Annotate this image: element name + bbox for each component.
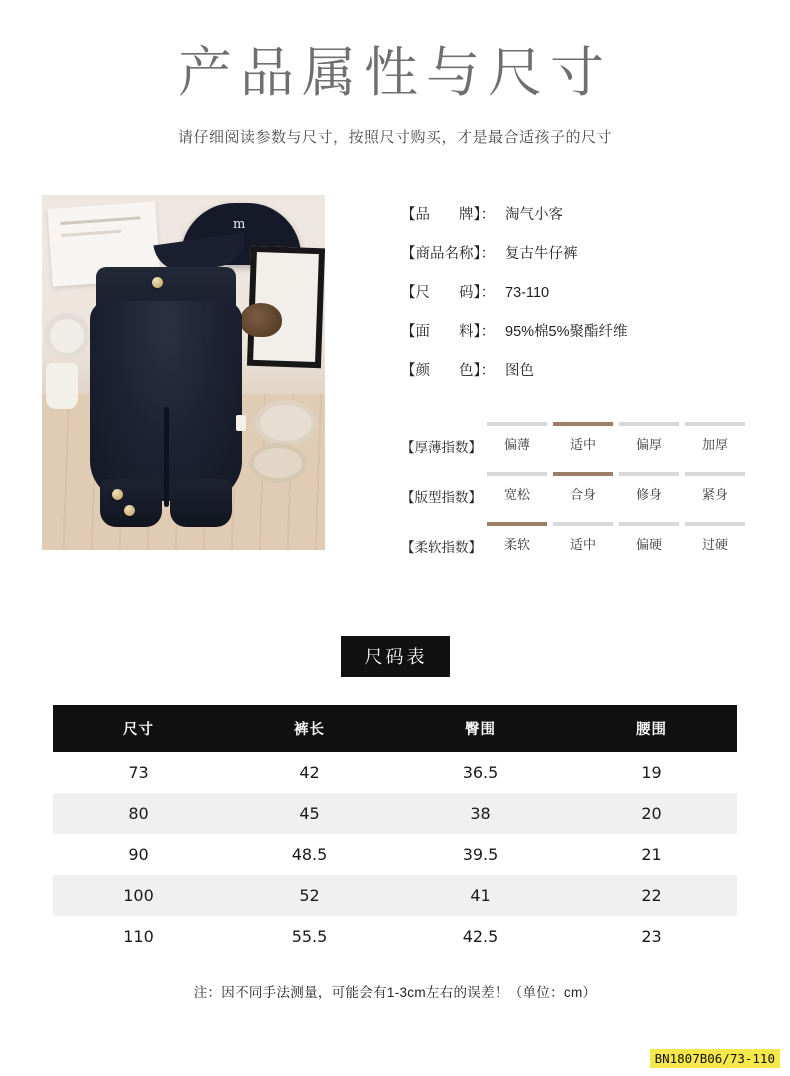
index-option-extra-thick (685, 422, 745, 453)
table-row (53, 793, 737, 834)
photo-pinecone (240, 303, 282, 337)
index-bar-too-firm (685, 522, 745, 526)
spec-value-brand: 淘气小客 (505, 207, 563, 224)
index-options-fit (487, 472, 745, 503)
index-bar-soft (487, 522, 547, 526)
spec-row-brand (401, 203, 790, 224)
cell-waist: 22 (641, 886, 662, 906)
spec-value-color: 图色 (505, 363, 534, 380)
table-header-row (53, 705, 737, 752)
product-section (0, 195, 790, 572)
table-row (53, 834, 737, 875)
spec-label-color: 【颜 色】： (401, 363, 496, 380)
spec-label-size: 【尺 码】： (401, 285, 496, 302)
index-label-softness: 【柔软指数】 (401, 540, 482, 556)
index-bar-slim (619, 472, 679, 476)
index-text-loose: 宽松 (503, 487, 530, 503)
jeans-left-cuff (100, 479, 162, 527)
index-text-too-firm: 过硬 (701, 537, 728, 553)
cell-hip: 36.5 (462, 763, 499, 783)
index-bar-firm (619, 522, 679, 526)
product-code-badge: BN1807B06/73-110 (650, 1049, 780, 1068)
cell-hip: 39.5 (462, 845, 499, 865)
index-option-loose (487, 472, 547, 503)
photo-jeans (90, 267, 242, 535)
index-row-thickness (401, 422, 790, 456)
column-header-hip: 臀围 (395, 705, 566, 752)
index-bar-regular (553, 472, 613, 476)
cell-length: 45 (299, 804, 320, 824)
index-option-regular (553, 472, 613, 503)
spec-row-size (401, 281, 790, 302)
index-group (401, 422, 790, 556)
index-row-fit (401, 472, 790, 506)
cell-length: 55.5 (291, 927, 328, 947)
size-chart-title: 尺码表 (341, 636, 450, 677)
page-header (0, 0, 790, 147)
cell-size: 73 (128, 763, 149, 783)
index-options-thickness (487, 422, 745, 453)
table-row (53, 875, 737, 916)
spec-list (325, 195, 790, 572)
cell-size: 110 (123, 927, 154, 947)
cell-waist: 21 (641, 845, 662, 865)
cell-size: 100 (123, 886, 154, 906)
jeans-side-tag (236, 415, 246, 431)
product-photo (42, 195, 325, 550)
photo-plate-one (255, 400, 317, 446)
page-subtitle: 请仔细阅读参数与尺寸，按照尺寸购买，才是最合适孩子的尺寸 (177, 129, 612, 147)
cell-length: 52 (299, 886, 320, 906)
cell-length: 42 (299, 763, 320, 783)
spec-label-material: 【面 料】： (401, 324, 496, 341)
cell-waist: 19 (641, 763, 662, 783)
index-row-softness (401, 522, 790, 556)
page-title: 产品属性与尺寸 (178, 41, 612, 104)
index-bar-thick (619, 422, 679, 426)
index-text-regular: 合身 (569, 487, 596, 503)
jeans-leg-split (164, 407, 169, 507)
photo-plate-two (249, 443, 307, 483)
index-label-fit: 【版型指数】 (401, 490, 482, 506)
size-chart-table (53, 705, 737, 957)
index-text-soft-medium: 适中 (569, 537, 596, 553)
index-options-softness (487, 522, 745, 553)
index-text-tight: 紧身 (701, 487, 728, 503)
cell-hip: 41 (470, 886, 491, 906)
cell-length: 48.5 (291, 845, 328, 865)
index-bar-loose (487, 472, 547, 476)
table-row (53, 916, 737, 957)
table-row (53, 752, 737, 793)
index-option-soft-medium (553, 522, 613, 553)
index-text-firm: 偏硬 (635, 537, 662, 553)
index-option-soft (487, 522, 547, 553)
column-header-size: 尺寸 (53, 705, 224, 752)
spec-label-brand: 【品 牌】： (401, 207, 496, 224)
column-header-waist: 腰围 (566, 705, 737, 752)
photo-jar (46, 363, 78, 409)
index-option-firm (619, 522, 679, 553)
index-option-too-firm (685, 522, 745, 553)
measurement-note: 注：因不同手法测量，可能会有1-3cm左右的误差！（单位：cm） (193, 985, 597, 1001)
index-bar-extra-thick (685, 422, 745, 426)
index-text-thick: 偏厚 (635, 437, 662, 453)
size-chart-section (0, 636, 790, 1001)
index-text-thin: 偏薄 (503, 437, 530, 453)
spec-label-product-name: 【商品名称】： (401, 246, 496, 263)
cell-waist: 20 (641, 804, 662, 824)
cell-size: 80 (128, 804, 149, 824)
index-bar-tight (685, 472, 745, 476)
index-bar-medium (553, 422, 613, 426)
cell-waist: 23 (641, 927, 662, 947)
spec-value-material: 95%棉5%聚酯纤维 (505, 324, 628, 341)
index-option-slim (619, 472, 679, 503)
cell-size: 90 (128, 845, 149, 865)
index-option-medium (553, 422, 613, 453)
jeans-right-cuff (170, 479, 232, 527)
spec-row-product-name (401, 242, 790, 263)
spec-value-size: 73-110 (505, 285, 550, 302)
index-bar-thin (487, 422, 547, 426)
spec-row-material (401, 320, 790, 341)
index-option-thin (487, 422, 547, 453)
cell-hip: 38 (470, 804, 491, 824)
index-bar-soft-medium (553, 522, 613, 526)
index-option-thick (619, 422, 679, 453)
spec-value-product-name: 复古牛仔裤 (505, 246, 578, 263)
photo-bowl (44, 313, 90, 359)
column-header-length: 裤长 (224, 705, 395, 752)
index-text-extra-thick: 加厚 (701, 437, 728, 453)
spec-row-color (401, 359, 790, 380)
index-label-thickness: 【厚薄指数】 (401, 440, 482, 456)
cell-hip: 42.5 (462, 927, 499, 947)
index-text-slim: 修身 (635, 487, 662, 503)
index-option-tight (685, 472, 745, 503)
index-text-soft: 柔软 (503, 537, 530, 553)
photo-cap-logo: m (233, 217, 246, 233)
index-text-medium: 适中 (569, 437, 596, 453)
